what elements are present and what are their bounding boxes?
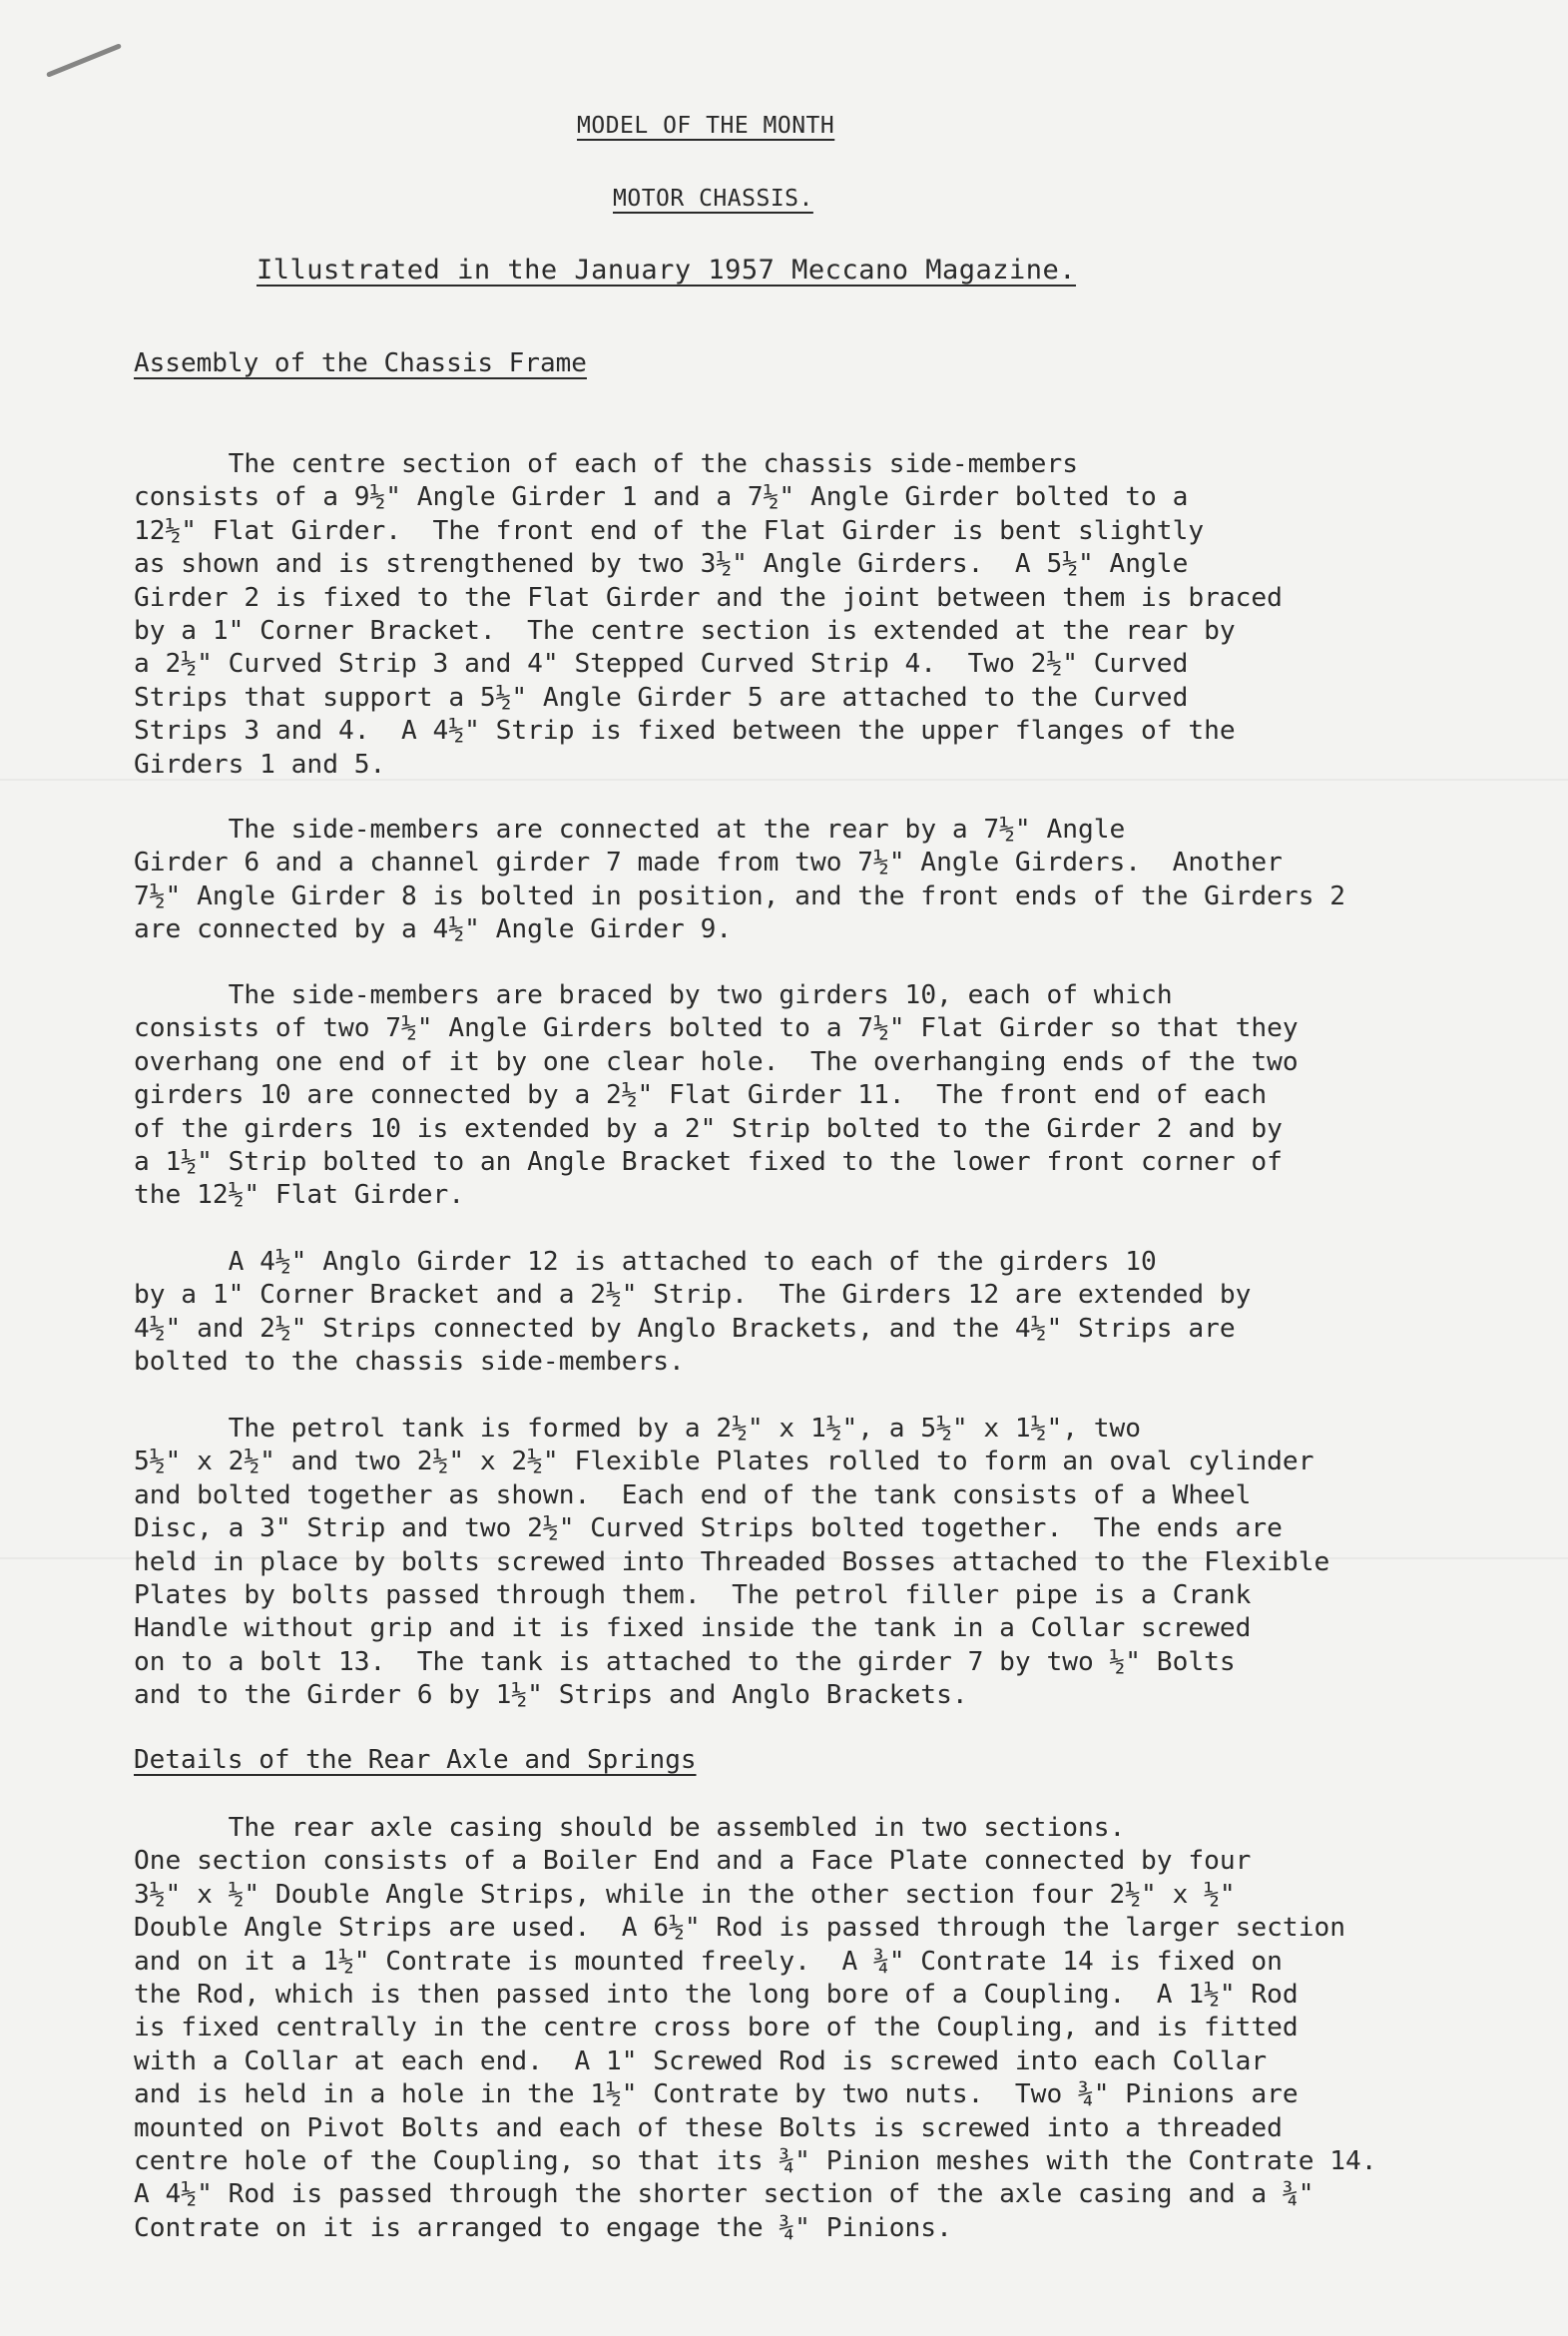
- paragraph: The petrol tank is formed by a 2½" x 1½", a 5½" x 1½", two 5½" x 2½" and two 2½" x 2½" Flexible Plates rolled to form an oval cylinder and bolted together as shown. Each end of the tank consists of a Wheel Disc, a 3" Strip and two 2½" Curved Strips bolted together. The ends are held in place by bolts screwed into Threaded Bosses attached to the Flexible Plates by bolts passed through them. The petrol filler pipe is a Crank Handle without grip and it is fixed inside the tank in a Collar screwed on to a bolt 13. The tank is attached to the girder 7 by two ½" Bolts and to the Girder 6 by 1½" Strips and Anglo Brackets.: [134, 1414, 1330, 1711]
- paragraph: The centre section of each of the chassis side-members consists of a 9½" Angle Girder 1 and a 7½" Angle Girder bolted to a 12½" Flat Girder. The front end of the Flat Girder is bent slightly as shown and is strengthened by two 3½" Angle Girders. A 5½" Angle Girder 2 is fixed to the Flat Girder and the joint between them is braced by a 1" Corner Bracket. The centre section is extended at the rear by a 2½" Curved Strip 3 and 4" Stepped Curved Strip 4. Two 2½" Curved Strips that support a 5½" Angle Girder 5 are attached to the Curved Strips 3 and 4. A 4½" Strip is fixed between the upper flanges of the Girders 1 and 5.: [134, 449, 1283, 780]
- section-heading-rear-axle: Details of the Rear Axle and Springs: [134, 1745, 697, 1775]
- header-subtitle: MOTOR CHASSIS.: [613, 186, 813, 212]
- header-title: MODEL OF THE MONTH: [577, 113, 835, 139]
- ink-mark: [46, 43, 122, 78]
- paragraph: The side-members are connected at the rear by a 7½" Angle Girder 6 and a channel girder 7 made from two 7½" Angle Girders. Another 7½" Angle Girder 8 is bolted in position, and the front ends of the Girders 2 are connected by a 4½" Angle Girder 9.: [134, 815, 1345, 945]
- paragraph: A 4½" Anglo Girder 12 is attached to each of the girders 10 by a 1" Corner Bracket and a 2½" Strip. The Girders 12 are extended by 4½" and 2½" Strips connected by Anglo Brackets, and the 4½" Strips are bolted to the chassis side-members.: [134, 1247, 1252, 1378]
- paragraph: The side-members are braced by two girders 10, each of which consists of two 7½" Angle Girders bolted to a 7½" Flat Girder so that they overhang one end of it by one clear hole. The overhanging ends of the two girders 10 are connected by a 2½" Flat Girder 11. The front end of each of the girders 10 is extended by a 2" Strip bolted to the Girder 2 and by a 1½" Strip bolted to an Angle Bracket fixed to the lower front corner of the 12½" Flat Girder.: [134, 980, 1299, 1211]
- header-source: Illustrated in the January 1957 Meccano Magazine.: [257, 255, 1077, 286]
- section-heading-chassis-frame: Assembly of the Chassis Frame: [134, 348, 587, 378]
- paragraph: The rear axle casing should be assembled in two sections. One section consists of a Boiler End and a Face Plate connected by four 3½" x ½" Double Angle Strips, while in the other section four 2½" x ½" Double Angle Strips are used. A 6½" Rod is passed through the larger section and on it a 1½" Contrate is mounted freely. A ¾" Contrate 14 is fixed on the Rod, which is then passed into the long bore of a Coupling. A 1½" Rod is fixed centrally in the centre cross bore of the Coupling, and is fitted with a Collar at each end. A 1" Screwed Rod is screwed into each Collar and is held in a hole in the 1½" Contrate by two nuts. Two ¾" Pinions are mounted on Pivot Bolts and each of these Bolts is screwed into a threaded centre hole of the Coupling, so that its ¾" Pinion meshes with the Contrate 14. A 4½" Rod is passed through the shorter section of the axle casing and a ¾" Contrate on it is arranged to engage the ¾" Pinions.: [134, 1813, 1377, 2243]
